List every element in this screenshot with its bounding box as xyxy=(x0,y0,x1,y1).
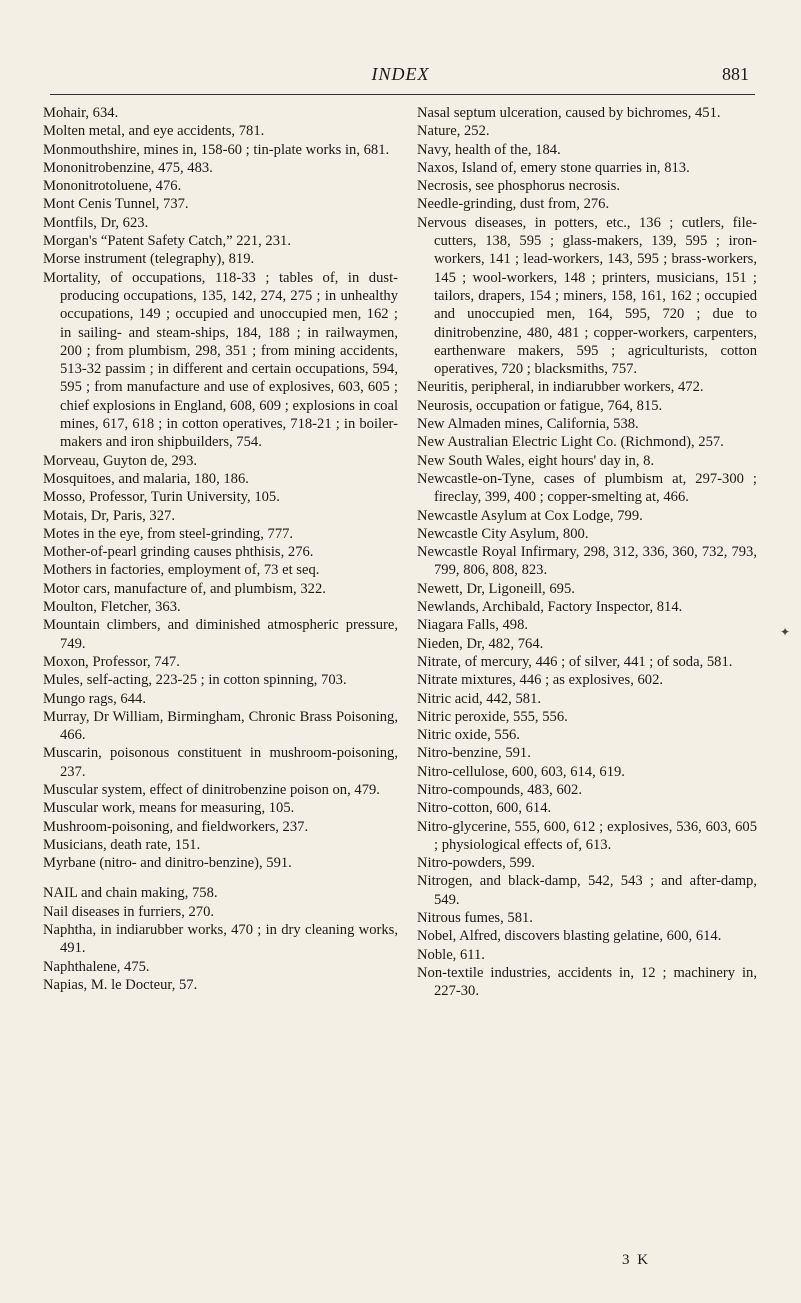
index-entry: Nervous diseases, in potters, etc., 136 ; cutlers, file-cutters, 138, 595 ; glass-makers, 139, 595 ; iron-workers, 141 ; lead-workers, 143, 595 ; brass-workers, 145 ; wool-workers, 148 ; printers, musicians, 151 ; tailors, drapers, 154 ; miners, 158, 161, 162 ; occupied and unoccupied men, 164, 595, 720 ; due to dinitrobenzine, 480, 481 ; copper-workers, carpenters, earthenware makers, 595 ; agriculturists, cotton operatives, 720 ; blacksmiths, 757. xyxy=(417,214,757,378)
index-entry: Nitro-cellulose, 600, 603, 614, 619. xyxy=(417,763,625,780)
index-entry: Noble, 611. xyxy=(417,946,485,963)
index-entry: New South Wales, eight hours' day in, 8. xyxy=(417,452,655,469)
index-entry: Musicians, death rate, 151. xyxy=(43,836,201,853)
index-entry: Mononitrotoluene, 476. xyxy=(43,178,182,195)
index-entry: Motais, Dr, Paris, 327. xyxy=(43,507,175,524)
left-column xyxy=(43,104,398,994)
index-entry: Murray, Dr William, Birmingham, Chronic Brass Poisoning, 466. xyxy=(43,708,398,744)
page-number: 881 xyxy=(722,64,749,84)
index-entry: Moulton, Fletcher, 363. xyxy=(43,599,181,616)
index-entry: Monmouthshire, mines in, 158-60 ; tin-plate works in, 681. xyxy=(43,141,390,158)
index-entry: Mountain climbers, and diminished atmospheric pressure, 749. xyxy=(43,617,398,652)
index-entry: Nitrous fumes, 581. xyxy=(417,910,533,927)
index-entry: Nail diseases in furriers, 270. xyxy=(43,903,215,920)
index-entry: Navy, health of the, 184. xyxy=(417,141,561,158)
index-entry: Napias, M. le Docteur, 57. xyxy=(43,976,198,993)
index-entry: Necrosis, see phosphorus necrosis. xyxy=(417,178,621,195)
index-entry: Nitro-cotton, 600, 614. xyxy=(417,800,552,817)
index-entry: Mungo rags, 644. xyxy=(43,690,146,707)
index-entry: Naphtha, in indiarubber works, 470 ; in dry cleaning works, 491. xyxy=(43,922,398,957)
index-entry: Nature, 252. xyxy=(417,123,490,140)
index-entry: Nitrogen, and black-damp, 542, 543 ; and after-damp, 549. xyxy=(417,873,757,908)
index-entry: Nobel, Alfred, discovers blasting gelatine, 600, 614. xyxy=(417,928,722,945)
index-entry: Moxon, Professor, 747. xyxy=(43,653,180,670)
index-entry: Nitrate mixtures, 446 ; as explosives, 602. xyxy=(417,672,664,689)
index-entry: Nieden, Dr, 482, 764. xyxy=(417,635,544,652)
margin-mark: ✦ xyxy=(780,625,791,639)
index-entry: Nitrate, of mercury, 446 ; of silver, 441 ; of soda, 581. xyxy=(417,653,733,670)
index-entry: Nitric oxide, 556. xyxy=(417,727,520,744)
index-entry: New Australian Electric Light Co. (Richmond), 257. xyxy=(417,434,724,451)
index-entry: Mosquitoes, and malaria, 180, 186. xyxy=(43,470,249,487)
index-entry: Nitric acid, 442, 581. xyxy=(417,690,542,707)
index-entry: Muscarin, poisonous constituent in mushroom-poisoning, 237. xyxy=(43,745,398,780)
index-entry: Non-textile industries, accidents in, 12 ; machinery in, 227-30. xyxy=(417,964,757,1000)
index-entry: Niagara Falls, 498. xyxy=(417,617,529,634)
index-entry: Nitro-compounds, 483, 602. xyxy=(417,781,582,798)
index-entry: New Almaden mines, California, 538. xyxy=(417,416,639,433)
index-entry: Motes in the eye, from steel-grinding, 777. xyxy=(43,525,294,542)
index-entry: Nitric peroxide, 555, 556. xyxy=(417,708,568,725)
index-entry: Newcastle Royal Infirmary, 298, 312, 336, 360, 732, 793, 799, 806, 808, 823. xyxy=(417,544,757,579)
index-entry: Newlands, Archibald, Factory Inspector, 814. xyxy=(417,599,683,616)
index-entry: Montfils, Dr, 623. xyxy=(43,214,149,231)
index-entry: Mortality, of occupations, 118-33 ; tables of, in dust-producing occupations, 135, 142, 274, 275 ; in unhealthy occupations, 149 ; occupied and unoccupied men, 162 ; in sailing- and steam-ships, 184, 188 ; in railwaymen, 200 ; from plumbism, 298, 351 ; from mining accidents, 513-32 passim ; in different and certain occupations, 594, 595 ; from manufacture and use of explosives, 603, 605 ; chief explosions in England, 608, 609 ; explosions in coal mines, 617, 618 ; in cotton operatives, 718-21 ; in boiler-makers and iron shipbuilders, 754. xyxy=(43,269,398,451)
index-entry: Naxos, Island of, emery stone quarries in, 813. xyxy=(417,159,690,176)
page-title: INDEX xyxy=(371,64,430,84)
index-entry: Nitro-glycerine, 555, 600, 612 ; explosives, 536, 603, 605 ; physiological effects of, 613. xyxy=(417,818,757,853)
index-entry: Motor cars, manufacture of, and plumbism, 322. xyxy=(43,580,326,597)
header-rule xyxy=(50,94,755,95)
index-entry: Nitro-benzine, 591. xyxy=(417,745,531,762)
index-entry: Morse instrument (telegraphy), 819. xyxy=(43,251,255,268)
index-entry: Nitro-powders, 599. xyxy=(417,855,535,872)
index-entry: Myrbane (nitro- and dinitro-benzine), 591. xyxy=(43,855,292,872)
index-entry: Mules, self-acting, 223-25 ; in cotton spinning, 703. xyxy=(43,672,347,689)
index-entry: Muscular work, means for measuring, 105. xyxy=(43,800,295,817)
right-column xyxy=(417,104,757,1001)
index-entry: Mushroom-poisoning, and fieldworkers, 237. xyxy=(43,818,309,835)
index-entry: Nasal septum ulceration, caused by bichromes, 451. xyxy=(417,105,721,121)
index-entry: Mother-of-pearl grinding causes phthisis, 276. xyxy=(43,544,314,561)
index-entry: Neurosis, occupation or fatigue, 764, 815. xyxy=(417,397,663,414)
index-entry: Morgan's “Patent Safety Catch,” 221, 231. xyxy=(43,233,291,250)
index-entry: Muscular system, effect of dinitrobenzine poison on, 479. xyxy=(43,781,380,798)
index-entry: Mohair, 634. xyxy=(43,105,119,121)
index-entry: Newcastle Asylum at Cox Lodge, 799. xyxy=(417,507,643,524)
index-entry: Newcastle City Asylum, 800. xyxy=(417,525,589,542)
index-entry: Needle-grinding, dust from, 276. xyxy=(417,196,610,213)
index-entry: NAIL and chain making, 758. xyxy=(43,885,218,902)
index-entry: Newcastle-on-Tyne, cases of plumbism at, 297-300 ; fireclay, 399, 400 ; copper-smelting at, 466. xyxy=(417,470,757,506)
signature-mark: 3 K xyxy=(622,1252,651,1268)
index-entry: Mont Cenis Tunnel, 737. xyxy=(43,196,189,213)
page-header xyxy=(0,64,801,88)
index-entry: Mosso, Professor, Turin University, 105. xyxy=(43,489,280,506)
index-entry: Mothers in factories, employment of, 73 et seq. xyxy=(43,562,320,579)
index-entry: Neuritis, peripheral, in indiarubber workers, 472. xyxy=(417,379,704,396)
index-entry: Morveau, Guyton de, 293. xyxy=(43,452,198,469)
index-entry: Newett, Dr, Ligoneill, 695. xyxy=(417,580,575,597)
index-entry: Naphthalene, 475. xyxy=(43,958,150,975)
index-entry: Mononitrobenzine, 475, 483. xyxy=(43,159,213,176)
index-entry: Molten metal, and eye accidents, 781. xyxy=(43,123,265,140)
